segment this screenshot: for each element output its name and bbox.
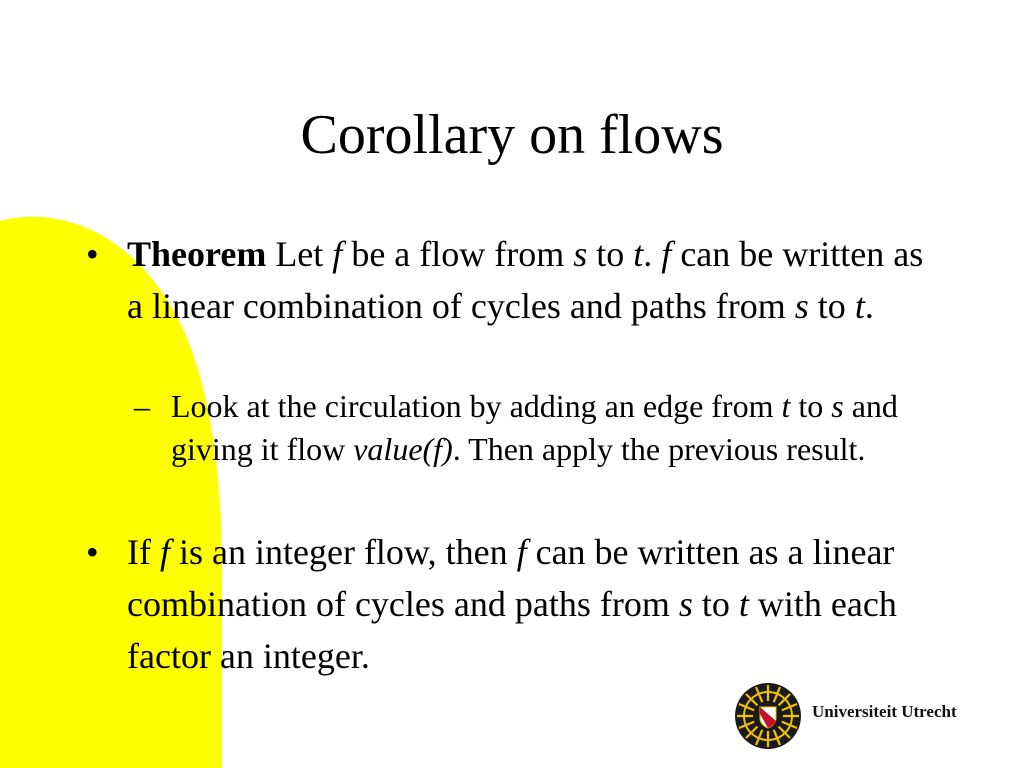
- math-variable: t: [781, 388, 791, 424]
- sub-bullet-proof-text: [171, 385, 951, 471]
- math-variable: f: [516, 532, 527, 572]
- theorem-label: Theorem: [127, 234, 267, 274]
- math-expression: value(f): [353, 431, 453, 467]
- text-run: can be written as a linear combination of cycles and paths from: [127, 234, 924, 326]
- math-variable: t: [633, 234, 644, 274]
- math-variable: t: [738, 584, 749, 624]
- text-run: can be written as a linear combination of cycles and paths from: [127, 532, 895, 624]
- math-variable: s: [831, 388, 844, 424]
- math-variable: t: [854, 286, 865, 326]
- text-run: .: [864, 286, 874, 326]
- bullet-integer-flow-text: [127, 526, 927, 682]
- text-run: Let: [266, 234, 333, 274]
- text-run: . Then apply the previous result.: [452, 431, 866, 467]
- text-run: .: [643, 234, 662, 274]
- math-variable: f: [332, 234, 343, 274]
- university-seal-icon: [734, 682, 802, 750]
- text-run: and giving it flow: [171, 388, 898, 467]
- text-run: is an integer flow, then: [170, 532, 517, 572]
- university-name: Universiteit Utrecht: [812, 702, 957, 721]
- slide-title: Corollary on flows: [300, 104, 724, 166]
- bullet-marker: •: [86, 234, 99, 274]
- text-run: Look at the circulation by adding an edge from: [171, 388, 782, 424]
- text-run: with each factor an integer.: [127, 584, 897, 676]
- text-run: to: [808, 286, 855, 326]
- text-run: to: [692, 584, 739, 624]
- math-variable: f: [159, 532, 170, 572]
- university-logo: [734, 682, 994, 752]
- math-variable: f: [661, 234, 672, 274]
- bullet-marker: •: [86, 532, 99, 572]
- bullet-theorem: [86, 228, 946, 332]
- bullet-theorem-text: [127, 228, 927, 332]
- math-variable: s: [678, 584, 693, 624]
- text-run: If: [127, 532, 160, 572]
- text-run: to: [587, 234, 634, 274]
- bullet-integer-flow: [86, 526, 946, 682]
- text-run: be a flow from: [342, 234, 574, 274]
- text-run: to: [790, 388, 832, 424]
- sub-bullet-marker: –: [134, 388, 150, 424]
- sub-bullet-proof: [134, 385, 954, 471]
- math-variable: s: [573, 234, 588, 274]
- math-variable: s: [794, 286, 809, 326]
